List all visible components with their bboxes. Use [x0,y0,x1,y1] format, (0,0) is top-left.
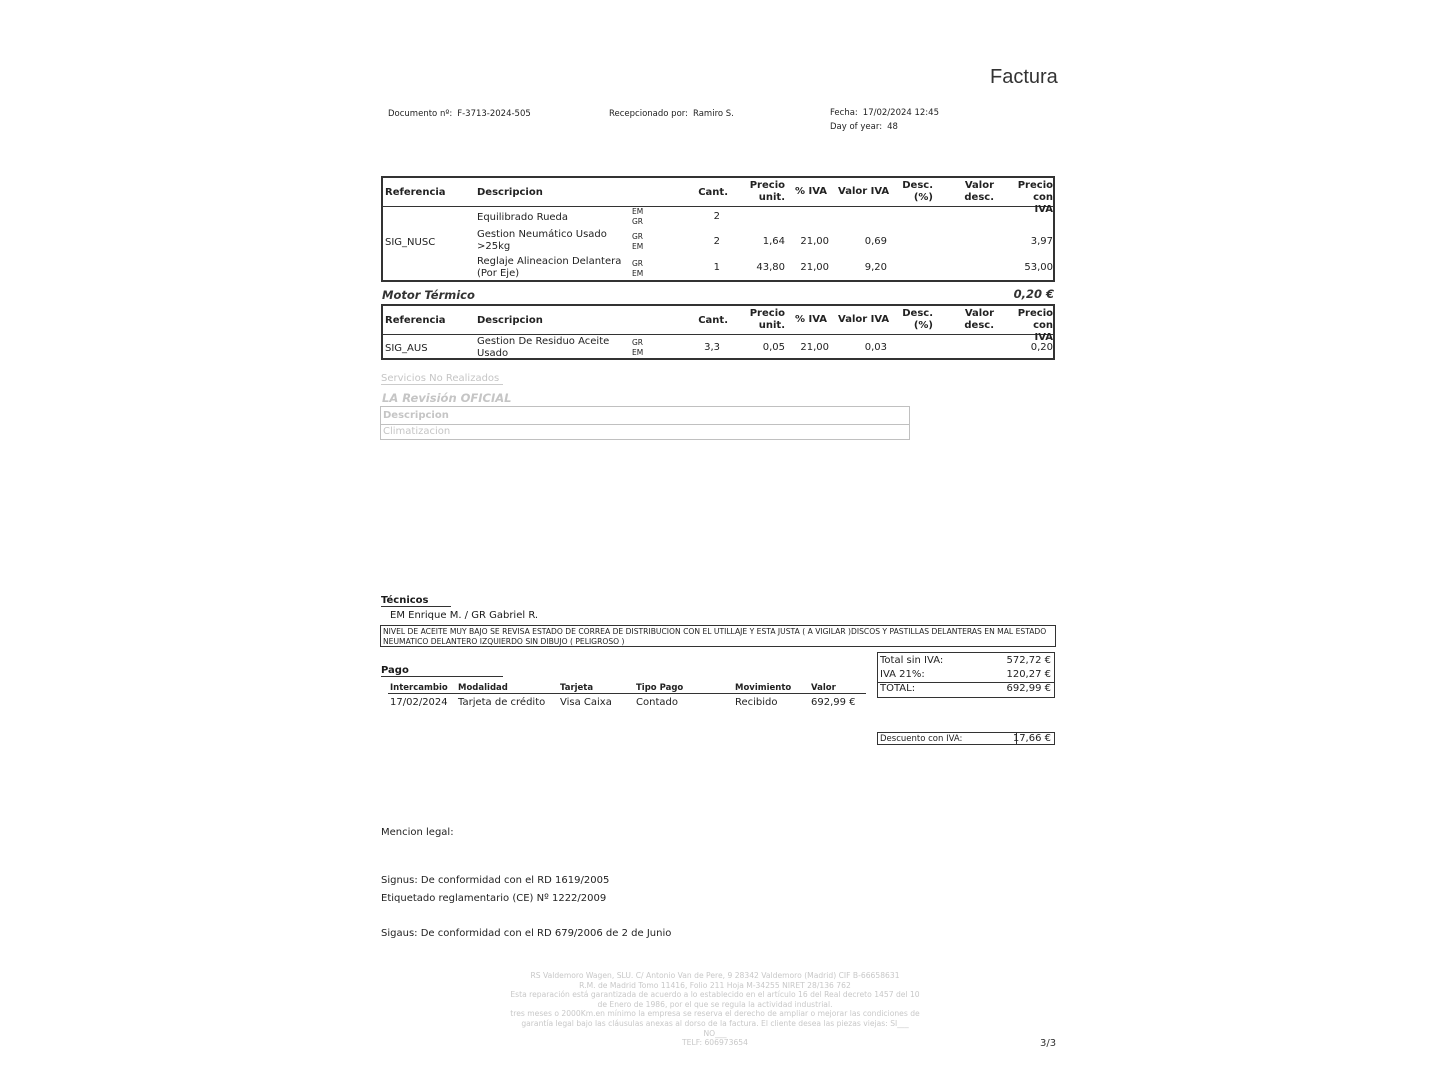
tecnicos-notes [380,625,1056,647]
section-revision-oficial: LA Revisión OFICIAL [382,391,512,405]
received-by [609,109,734,119]
section-motor-termico: Motor Térmico [382,288,475,302]
iva-row [880,669,1051,683]
row-iva: 21,00 [800,342,829,353]
row-codes: GR EM [632,259,644,278]
motor-table-header [383,306,1053,343]
page-number: 3/3 [1040,1038,1057,1049]
row-description: Gestion De Residuo Aceite Usado [477,336,610,359]
col-valor-desc: Valor desc. [964,180,994,203]
col-precio-unit: Precio unit. [749,180,785,203]
col-descripcion: Descripcion [383,410,449,421]
total-label: TOTAL: [880,683,916,694]
day-of-year [830,122,898,132]
pago-header-rule [388,693,866,694]
total-sin-iva-row [880,655,1051,669]
row-reference: SIG_AUS [385,343,428,354]
col-precio-iva: Precio con IVA [1017,180,1053,215]
received-by-label: Recepcionado por: [609,109,688,119]
col-iva: % IVA [795,314,828,325]
signus-note: Signus: De conformidad con el RD 1619/2005 [381,875,610,886]
no-realizados-table [380,406,910,440]
row-precio: 0,05 [762,342,785,353]
invoice-date-label: Fecha: [830,108,858,118]
row-codes: GR EM [632,338,644,357]
col-desc: Desc. (%) [902,180,933,203]
services-table [381,176,1055,282]
iva-value: 120,27 € [1006,669,1051,680]
section-pago: Pago [381,665,503,677]
company-footer [480,971,950,1048]
pago-tipo: Contado [636,697,678,708]
pago-col-intercambio: Intercambio [390,683,448,693]
section-no-realizados: Servicios No Realizados [381,373,503,385]
pago-col-modalidad: Modalidad [458,683,508,693]
tecnicos-note-line: NEUMATICO DELANTERO IZQUIERDO SIN DIBUJO ( PELIGROSO ) [383,637,625,646]
pago-movimiento: Recibido [735,697,778,708]
etiquetado-note: Etiquetado reglamentario (CE) Nº 1222/2009 [381,893,607,904]
discount-label: Descuento con IVA: [880,734,963,744]
day-of-year-label: Day of year: [830,122,883,132]
row-total: 53,00 [1024,262,1053,273]
motor-table [381,304,1055,360]
received-by-value: Ramiro S. [693,109,734,119]
sigaus-note: Sigaus: De conformidad con el RD 679/2006 de 2 de Junio [381,928,672,939]
col-referencia: Referencia [385,315,446,326]
totals-box [877,652,1055,698]
row-total: 3,97 [1030,236,1053,247]
services-table-header [383,178,1053,215]
row-description: Reglaje Alineacion Delantera (Por Eje) [477,256,622,279]
row-valor-iva: 0,03 [864,342,887,353]
table-reference: SIG_NUSC [385,237,436,248]
services-table-body [383,207,1053,283]
col-desc: Desc. (%) [902,308,933,331]
tecnicos-names: EM Enrique M. / GR Gabriel R. [390,610,539,621]
row-codes: EM GR [632,207,644,226]
col-valor-iva: Valor IVA [838,186,890,197]
row-cant: 3,3 [704,342,720,353]
section-tecnicos: Técnicos [381,595,451,607]
row-iva: 21,00 [800,236,829,247]
row-cant: 1 [713,262,720,273]
col-valor-desc: Valor desc. [964,308,994,331]
total-sin-iva-value: 572,72 € [1006,655,1051,666]
pago-valor: 692,99 € [811,697,856,708]
col-valor-iva: Valor IVA [838,314,890,325]
footer-line: de Enero de 1986, por el que se regula la actividad industrial. [597,999,833,1009]
mencion-legal: Mencion legal: [381,827,454,838]
document-title: Factura [990,66,1058,88]
row-cant: 2 [713,211,720,222]
col-precio-unit: Precio unit. [749,308,785,331]
document-number-value: F-3713-2024-505 [457,109,531,119]
col-iva: % IVA [795,186,828,197]
no-realizados-item: Climatizacion [383,426,451,437]
pago-col-tarjeta: Tarjeta [560,683,594,693]
pago-tarjeta: Visa Caixa [560,697,612,708]
row-precio: 43,80 [756,262,785,273]
pago-col-movimiento: Movimiento [735,683,792,693]
col-descripcion: Descripcion [477,187,543,198]
row-valor-iva: 9,20 [864,262,887,273]
pago-col-valor: Valor [811,683,836,693]
footer-line: TELF: 606973654 [682,1038,748,1048]
section-motor-amount: 0,20 € [1013,287,1054,301]
total-value: 692,99 € [1006,683,1051,694]
col-descripcion: Descripcion [477,315,543,326]
col-referencia: Referencia [385,187,446,198]
motor-table-body [383,335,1053,361]
discount-value: 17,66 € [1012,733,1051,744]
row-cant: 2 [713,236,720,247]
pago-intercambio: 17/02/2024 [390,697,448,708]
total-sin-iva-label: Total sin IVA: [880,655,944,666]
footer-line: garantía legal bajo las cláusulas anexas al dorso de la factura. El cliente desea las piezas viejas: SI___ [521,1018,909,1028]
tecnicos-note-line: NIVEL DE ACEITE MUY BAJO SE REVISA ESTADO DE CORREA DE DISTRIBUCION CON EL UTILLAJE Y ESTA JUSTA ( A VIGILAR )DISCOS Y PASTILLAS DELANTERAS EN MAL ESTADO [383,627,1047,636]
row-precio: 1,64 [762,236,785,247]
col-cant: Cant. [698,315,728,326]
row-total: 0,20 [1030,342,1053,353]
footer-line: Esta reparación está garantizada de acuerdo a lo establecido en el artículo 16 del Real decreto 1457 del 10 [510,990,920,1000]
row-iva: 21,00 [800,262,829,273]
invoice-date [830,108,939,118]
document-number [388,109,531,119]
footer-line: tres meses o 2000Km.en mínimo la empresa se reserva el derecho de ampliar o mejorar las condiciones de [510,1009,920,1019]
pago-modalidad: Tarjeta de crédito [458,697,546,708]
footer-line: R.M. de Madrid Tomo 11416, Folio 211 Hoja M-34255 NIRET 28/136 762 [579,980,851,990]
col-cant: Cant. [698,187,728,198]
footer-line: RS Valdemoro Wagen, SLU. C/ Antonio Van de Pere, 9 28342 Valdemoro (Madrid) CIF B-66658631 [530,971,900,980]
total-row [880,683,1051,697]
footer-line: NO___ [703,1028,727,1038]
document-number-label: Documento nº: [388,109,453,119]
row-codes: GR EM [632,232,644,251]
row-valor-iva: 0,69 [864,236,887,247]
row-description: Equilibrado Rueda [477,212,569,223]
discount-box [877,732,1055,745]
pago-col-tipo: Tipo Pago [636,683,684,693]
col-precio-iva: Precio con IVA [1017,308,1053,343]
day-of-year-value: 48 [887,122,898,132]
invoice-date-value: 17/02/2024 12:45 [862,108,939,118]
iva-label: IVA 21%: [880,669,925,680]
row-description: Gestion Neumático Usado >25kg [477,229,607,252]
